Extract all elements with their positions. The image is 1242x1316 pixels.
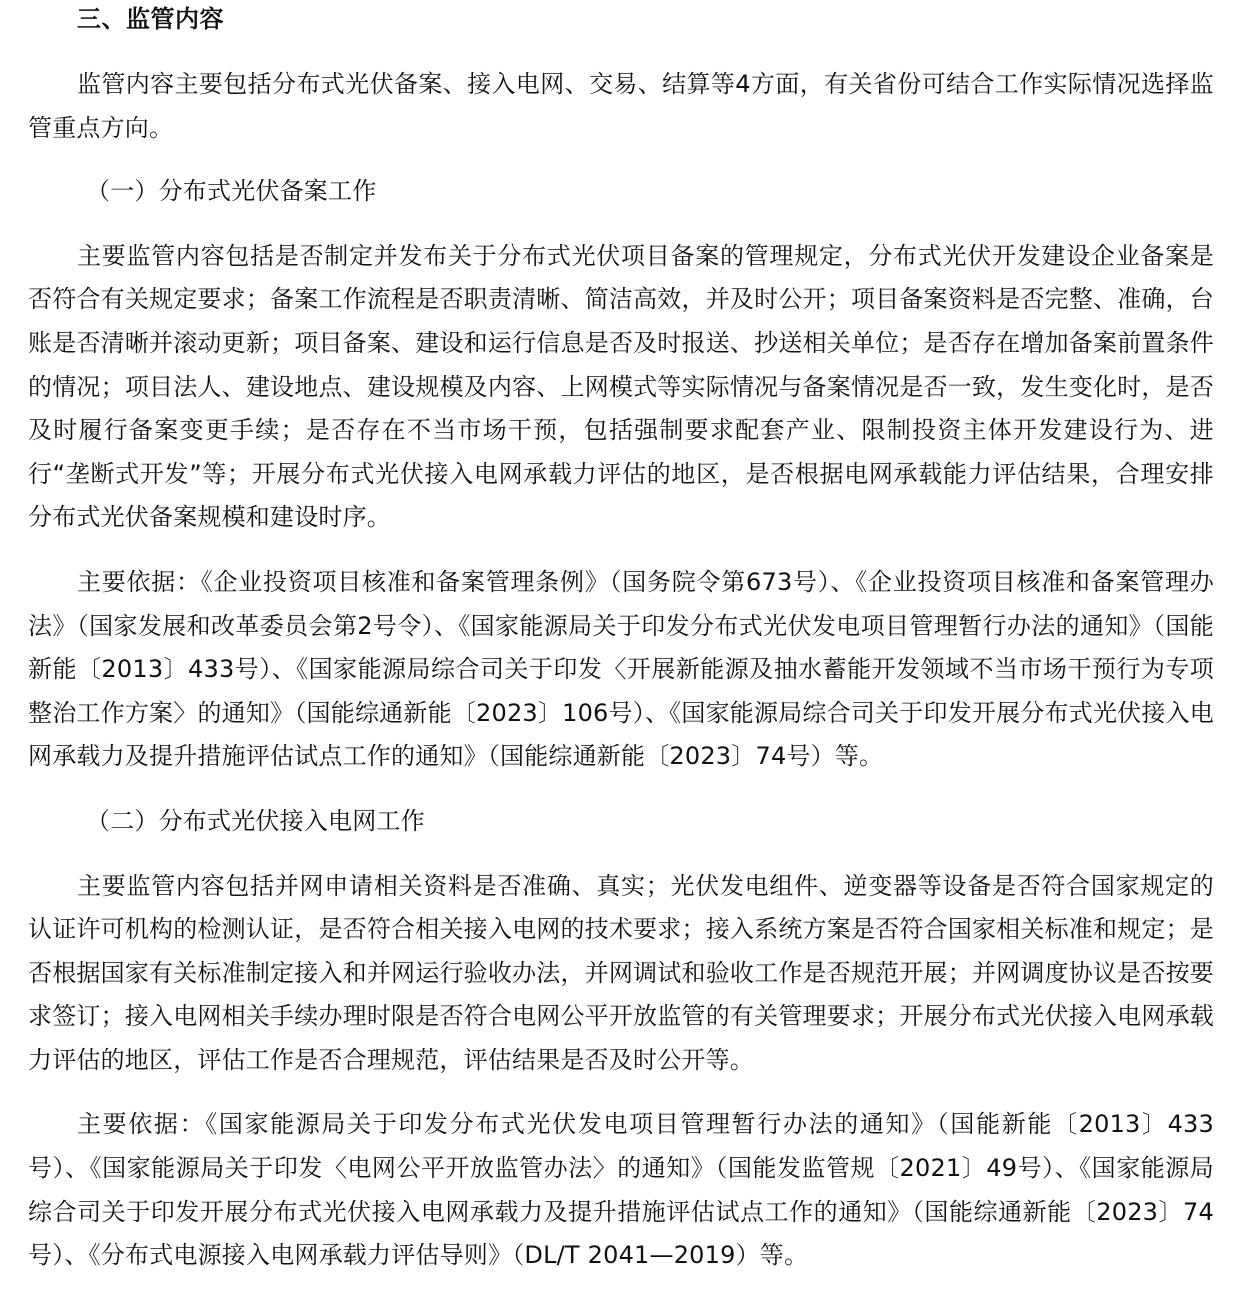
document-body	[28, 0, 1214, 1278]
subsection-1-basis-paragraph: 主要依据：《企业投资项目核准和备案管理条例》（国务院令第673号）、《企业投资项目核准和备案管理办法》（国家发展和改革委员会第2号令）、《国家能源局关于印发分布式光伏发电项目管理暂行办法的通知》（国能新能〔2013〕433号）、《国家能源局综合司关于印发〈开展新能源及抽水蓄能开发领域不当市场干预行为专项整治工作方案〉的通知》（国能综通新能〔2023〕106号）、《国家能源局综合司关于印发开展分布式光伏接入电网承载力及提升措施评估试点工作的通知》（国能综通新能〔2023〕74号）等。	[28, 567, 1214, 771]
section-heading: 三、监管内容	[77, 5, 224, 33]
subsection-2-basis-paragraph: 主要依据：《国家能源局关于印发分布式光伏发电项目管理暂行办法的通知》（国能新能〔2013〕433号）、《国家能源局关于印发〈电网公平开放监管办法〉的通知》（国能发监管规〔2021〕49号）、《国家能源局综合司关于印发开展分布式光伏接入电网承载力及提升措施评估试点工作的通知》（国能综通新能〔2023〕74号）、《分布式电源接入电网承载力评估导则》（DL/T 2041—2019）等。	[28, 1110, 1214, 1270]
subsection-2-title: （二）分布式光伏接入电网工作	[86, 806, 425, 835]
subsection-2-content-paragraph: 主要监管内容包括并网申请相关资料是否准确、真实；光伏发电组件、逆变器等设备是否符合国家规定的认证许可机构的检测认证，是否符合相关接入电网的技术要求；接入系统方案是否符合国家相关标准和规定；是否根据国家有关标准制定接入和并网运行验收办法，并网调试和验收工作是否规范开展；并网调度协议是否按要求签订；接入电网相关手续办理时限是否符合电网公平开放监管的有关管理要求；开展分布式光伏接入电网承载力评估的地区，评估工作是否合理规范，评估结果是否及时公开等。	[28, 871, 1214, 1074]
section-intro-paragraph: 监管内容主要包括分布式光伏备案、接入电网、交易、结算等4方面，有关省份可结合工作实际情况选择监管重点方向。	[28, 70, 1214, 142]
subsection-1-content-paragraph: 主要监管内容包括是否制定并发布关于分布式光伏项目备案的管理规定，分布式光伏开发建设企业备案是否符合有关规定要求；备案工作流程是否职责清晰、简洁高效，并及时公开；项目备案资料是否完整、准确，台账是否清晰并滚动更新；项目备案、建设和运行信息是否及时报送、抄送相关单位；是否存在增加备案前置条件的情况；项目法人、建设地点、建设规模及内容、上网模式等实际情况与备案情况是否一致，发生变化时，是否及时履行备案变更手续；是否存在不当市场干预，包括强制要求配套产业、限制投资主体开发建设行为、进行“垄断式开发”等；开展分布式光伏接入电网承载力评估的地区，是否根据电网承载能力评估结果，合理安排分布式光伏备案规模和建设时序。	[28, 241, 1214, 532]
subsection-1-title: （一）分布式光伏备案工作	[86, 177, 377, 206]
